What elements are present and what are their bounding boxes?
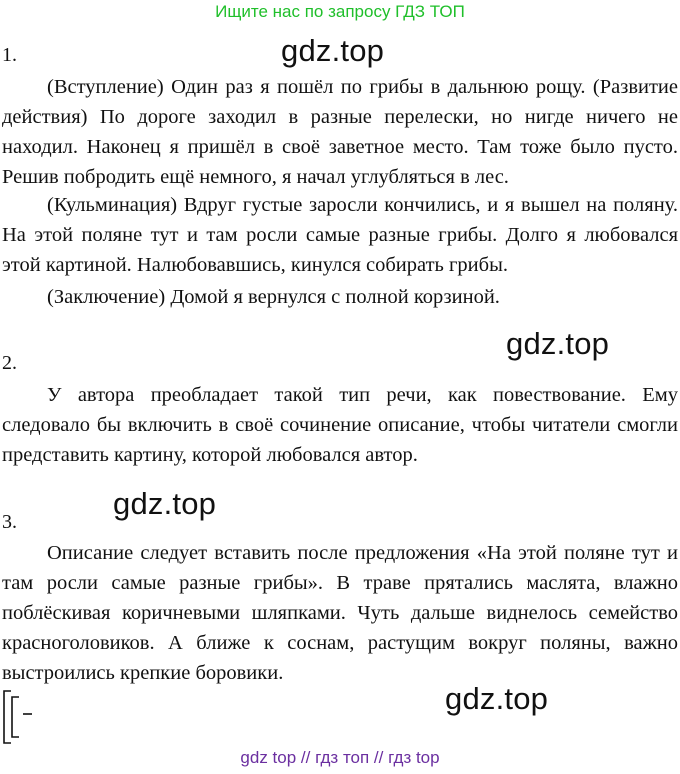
footer: gdz top // гдз топ // гдз top [240, 748, 440, 767]
section-3-number: 3. [2, 511, 17, 533]
section-1-number: 1. [2, 44, 17, 66]
watermark-4: gdz.top [445, 681, 549, 716]
section-1-paragraph-1: (Вступление) Один раз я пошёл по грибы в дальнюю рощу. (Развитие действия) По дороге заходил в разные перелески, но нигде ничего не находил. Наконец я пришёл в своё заветное место. Там тоже было пусто. Решив побродить ещё немного, я начал углубляться в лес. [2, 76, 678, 188]
top-banner: Ищите нас по запросу ГДЗ ТОП [215, 2, 465, 21]
section-1-paragraph-3: (Заключение) Домой я вернулся с полной корзиной. [47, 286, 500, 308]
watermark-3: gdz.top [113, 486, 217, 521]
section-3-paragraph-1: Описание следует вставить после предложения «На этой поляне тут и там росли самые разные грибы». В траве прятались маслята, влажно поблёскивая коричневыми шляпками. Чуть дальше виднелось семейство красноголовиков. А ближе к соснам, растущим вокруг поляны, важно выстроились крепкие боровики. [2, 542, 678, 684]
section-1-paragraph-2: (Кульминация) Вдруг густые заросли кончились, и я вышел на поляну. На этой поляне тут и там росли самые разные грибы. Долго я любовался этой картиной. Налюбовавшись, кинулся собирать грибы. [2, 194, 678, 276]
watermark-1: gdz.top [281, 33, 385, 68]
section-2-number: 2. [2, 352, 17, 374]
section-2-paragraph-1: У автора преобладает такой тип речи, как повествование. Ему следовало бы включить в своё сочинение описание, чтобы читатели смогли представить картину, которой любовался автор. [2, 384, 678, 466]
bracket-diagram [2, 689, 42, 745]
watermark-2: gdz.top [506, 326, 610, 361]
